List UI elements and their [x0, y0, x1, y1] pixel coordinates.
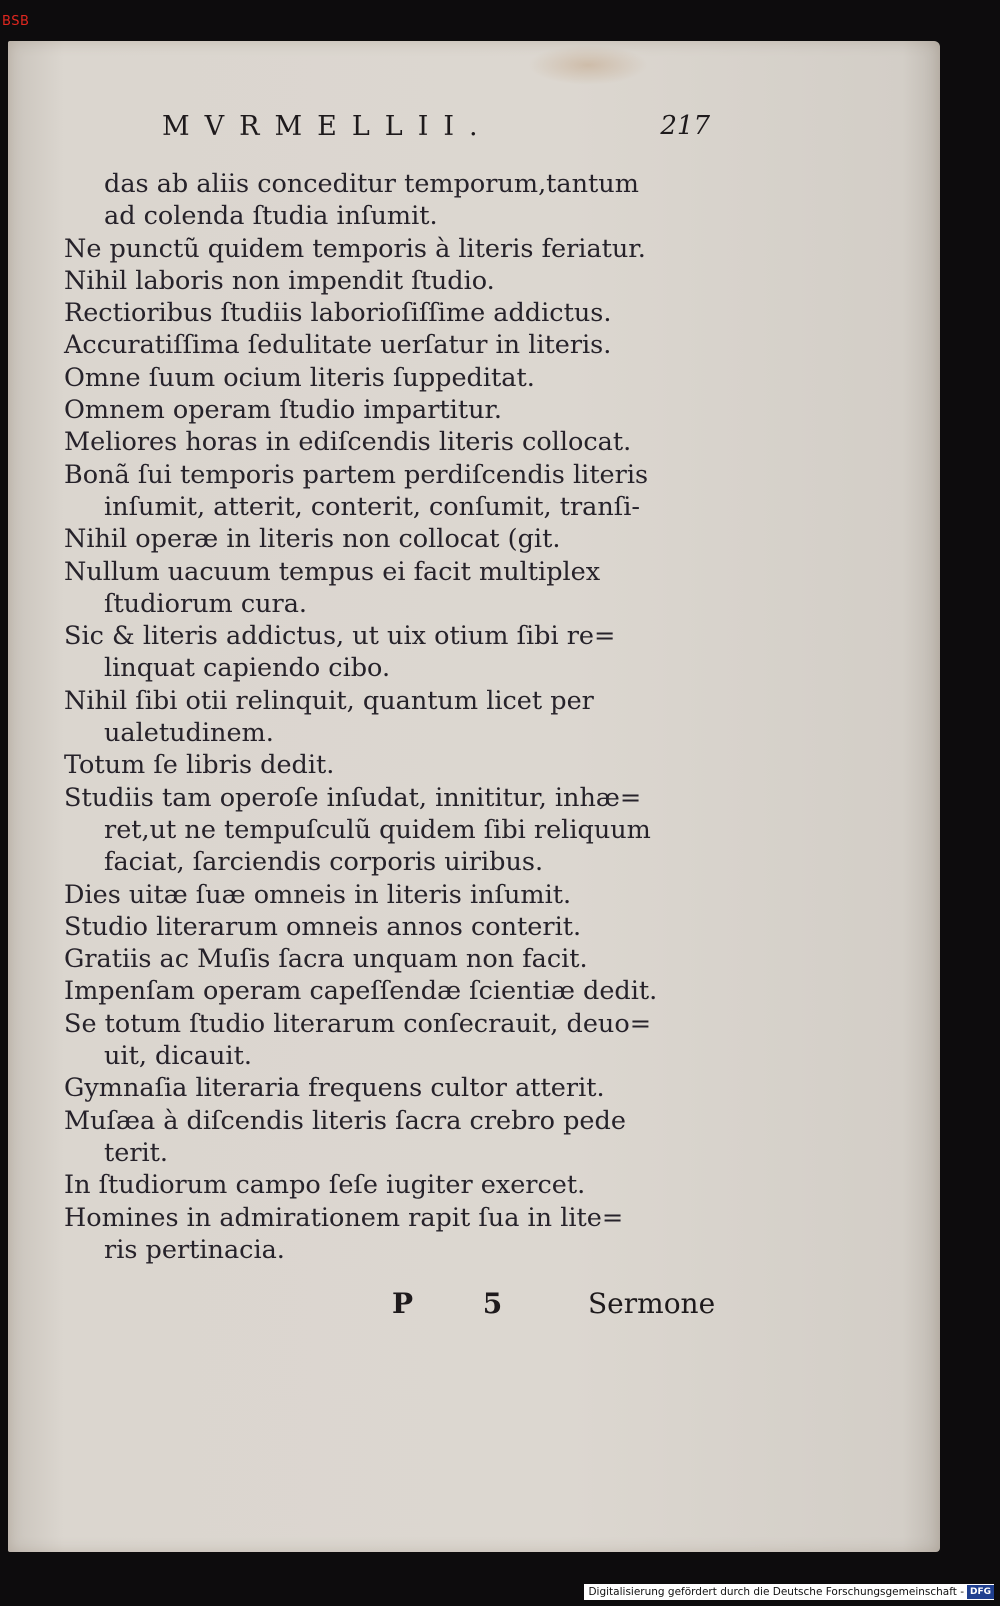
text-line: Nihil operæ in literis non collocat (git. — [64, 524, 561, 555]
catchword: Sermone — [588, 1287, 716, 1320]
text-line: Nihil laboris non impendit ſtudio. — [64, 265, 495, 296]
text-line: Muſæa à diſcendis literis ſacra crebro pede — [64, 1105, 626, 1136]
text-line: Homines in admirationem rapit ſua in lite= — [64, 1202, 624, 1233]
dfg-logo: DFG — [967, 1585, 994, 1599]
text-line: Ne punctũ quidem temporis à literis feriatur. — [64, 233, 646, 264]
text-line: Studio literarum omneis annos conterit. — [64, 911, 582, 942]
text-line: Rectioribus ſtudiis laborioſiſſime addictus. — [64, 298, 612, 329]
text-line: terit. — [104, 1137, 169, 1168]
text-line: Studiis tam operoſe inſudat, innititur, inhæ= — [64, 782, 642, 813]
text-line: inſumit, atterit, conterit, conſumit, tranſi- — [104, 491, 641, 522]
text-line: das ab aliis conceditur temporum,tantum — [104, 169, 639, 199]
text-line: Nullum uacuum tempus ei facit multiplex — [64, 556, 601, 587]
text-line: Gratiis ac Muſis ſacra unquam non facit. — [64, 944, 588, 975]
text-line: uit, dicauit. — [104, 1041, 252, 1072]
text-line: Sic & literis addictus, ut uix otium ſibi re= — [64, 621, 616, 652]
text-line: Omne ſuum ocium literis ſuppeditat. — [64, 362, 535, 393]
body-text — [64, 168, 724, 1266]
digitization-note: Digitalisierung gefördert durch die Deutsche Forschungsgemeinschaft - — [588, 1586, 964, 1598]
signature-mark: P 5 — [392, 1287, 533, 1320]
text-line: faciat, ſarciendis corporis uiribus. — [104, 847, 544, 878]
text-line: Gymnaſia literaria frequens cultor atterit. — [64, 1073, 605, 1104]
text-line: Dies uitæ ſuæ omneis in literis inſumit. — [64, 879, 572, 910]
text-line: ris pertinacia. — [104, 1234, 285, 1265]
text-line: Impenſam operam capeſſendæ ſcientiæ dedit. — [64, 976, 658, 1007]
text-line: Se totum ſtudio literarum conſecrauit, deuo= — [64, 1008, 652, 1039]
text-line: Nihil ſibi otii relinquit, quantum licet per — [64, 685, 594, 716]
running-title: MVRMELLII. — [162, 111, 493, 142]
text-line: In ſtudiorum campo ſeſe iugiter exercet. — [64, 1170, 586, 1201]
text-line: Omnem operam ſtudio impartitur. — [64, 395, 502, 426]
page-header — [162, 111, 710, 151]
text-line: Meliores horas in ediſcendis literis collocat. — [64, 427, 632, 458]
text-line: ad colenda ſtudia inſumit. — [104, 201, 438, 232]
library-mark: BSB — [2, 14, 30, 29]
text-line: ſtudiorum cura. — [104, 588, 308, 619]
text-line: Accuratiſſima ſedulitate uerſatur in literis. — [64, 330, 612, 361]
text-line: linquat capiendo cibo. — [104, 653, 391, 684]
text-line: Totum ſe libris dedit. — [64, 750, 335, 781]
page-footer — [0, 1287, 1000, 1327]
text-line: ret,ut ne tempuſculũ quidem ſibi reliquum — [104, 814, 651, 845]
digitization-credit — [584, 1584, 994, 1600]
text-line: Bonã ſui temporis partem perdiſcendis literis — [64, 459, 649, 490]
text-line: ualetudinem. — [104, 718, 274, 749]
page-number: 217 — [660, 111, 710, 141]
